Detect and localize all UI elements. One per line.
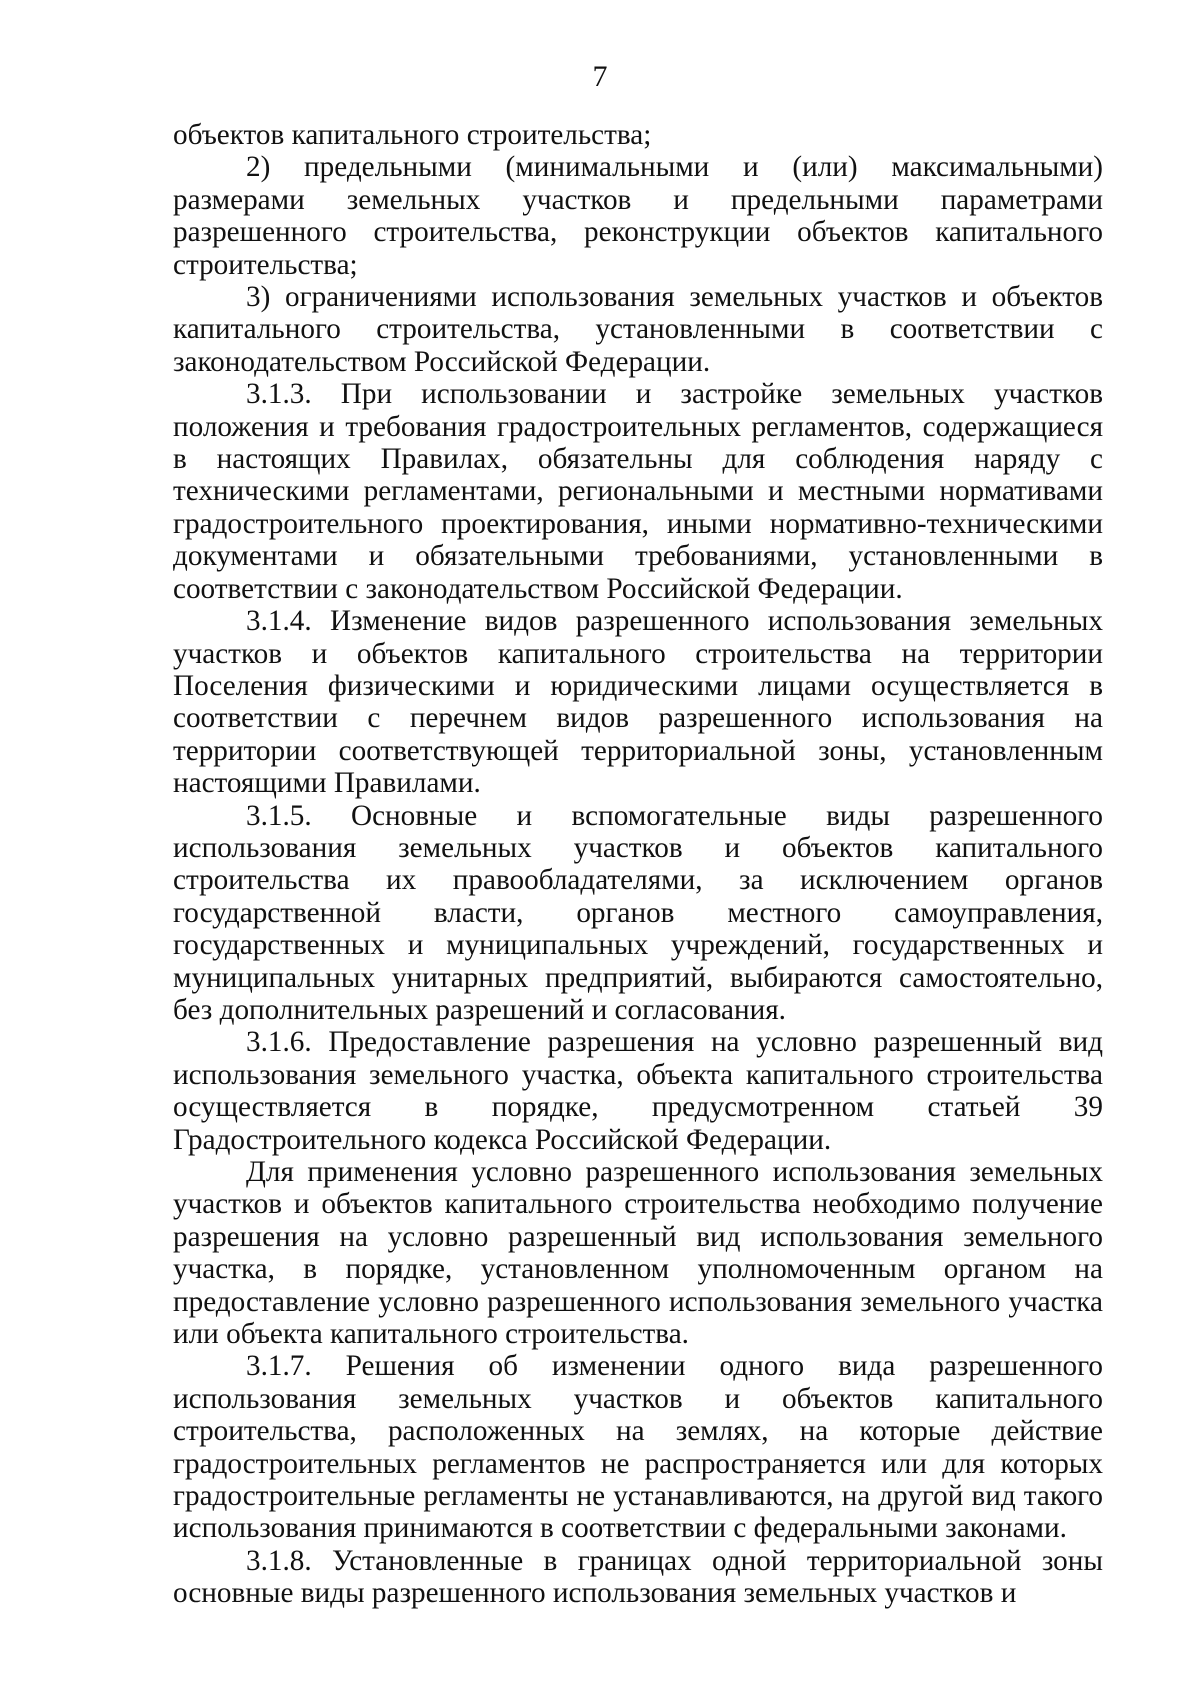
paragraph-3-1-7: 3.1.7. Решения об изменении одного вида разрешенного использования земельных участков и объектов капитального строительства, расположенных на землях, на которые действие градостроительных регламентов не распространяется или для которых градостроительные регламенты не устанавливаются, на другой вид такого использования принимаются в соответствии с федеральными законами. bbox=[173, 1350, 1103, 1545]
paragraph-3-1-8: 3.1.8. Установленные в границах одной территориальной зоны основные виды разрешенного использования земельных участков и bbox=[173, 1544, 1103, 1610]
paragraph-continuation: объектов капитального строительства; bbox=[173, 119, 652, 151]
paragraph-item-2: 2) предельными (минимальными и (или) максимальными) размерами земельных участков и предельными параметрами разрешенного строительства, реконструкции объектов капитального строительства; bbox=[173, 151, 1103, 281]
page-number: 7 bbox=[592, 60, 608, 93]
paragraph-conditional-use: Для применения условно разрешенного использования земельных участков и объектов капитального строительства необходимо получение разрешения на условно разрешенный вид использования земельного участка, в порядке, установленном уполномоченным органом на предоставление условно разрешенного использования земельного участка или объекта капитального строительства. bbox=[173, 1156, 1103, 1351]
paragraph-3-1-5: 3.1.5. Основные и вспомогательные виды разрешенного использования земельных участков и объектов капитального строительства их правообладателями, за исключением органов государственной власти, органов местного самоуправления, государственных и муниципальных учреждений, государственных и муниципальных унитарных предприятий, выбираются самостоятельно, без дополнительных разрешений и согласования. bbox=[173, 799, 1103, 1026]
paragraph-item-3: 3) ограничениями использования земельных участков и объектов капитального строительства, установленными в соответствии с законодательством Российской Федерации. bbox=[173, 281, 1103, 378]
paragraph-3-1-6: 3.1.6. Предоставление разрешения на условно разрешенный вид использования земельного участка, объекта капитального строительства осуществляется в порядке, предусмотренном статьей 39 Градостроительного кодекса Российской Федерации. bbox=[173, 1026, 1103, 1156]
paragraph-3-1-3: 3.1.3. При использовании и застройке земельных участков положения и требования градостроительных регламентов, содержащиеся в настоящих Правилах, обязательны для соблюдения наряду с техническими регламентами, региональными и местными нормативами градостроительного проектирования, иными нормативно-техническими документами и обязательными требованиями, установленными в соответствии с законодательством Российской Федерации. bbox=[173, 378, 1103, 605]
paragraph-3-1-4: 3.1.4. Изменение видов разрешенного использования земельных участков и объектов капитального строительства на территории Поселения физическими и юридическими лицами осуществляется в соответствии с перечнем видов разрешенного использования на территории соответствующей территориальной зоны, установленным настоящими Правилами. bbox=[173, 605, 1103, 800]
document-body bbox=[173, 119, 1103, 1610]
